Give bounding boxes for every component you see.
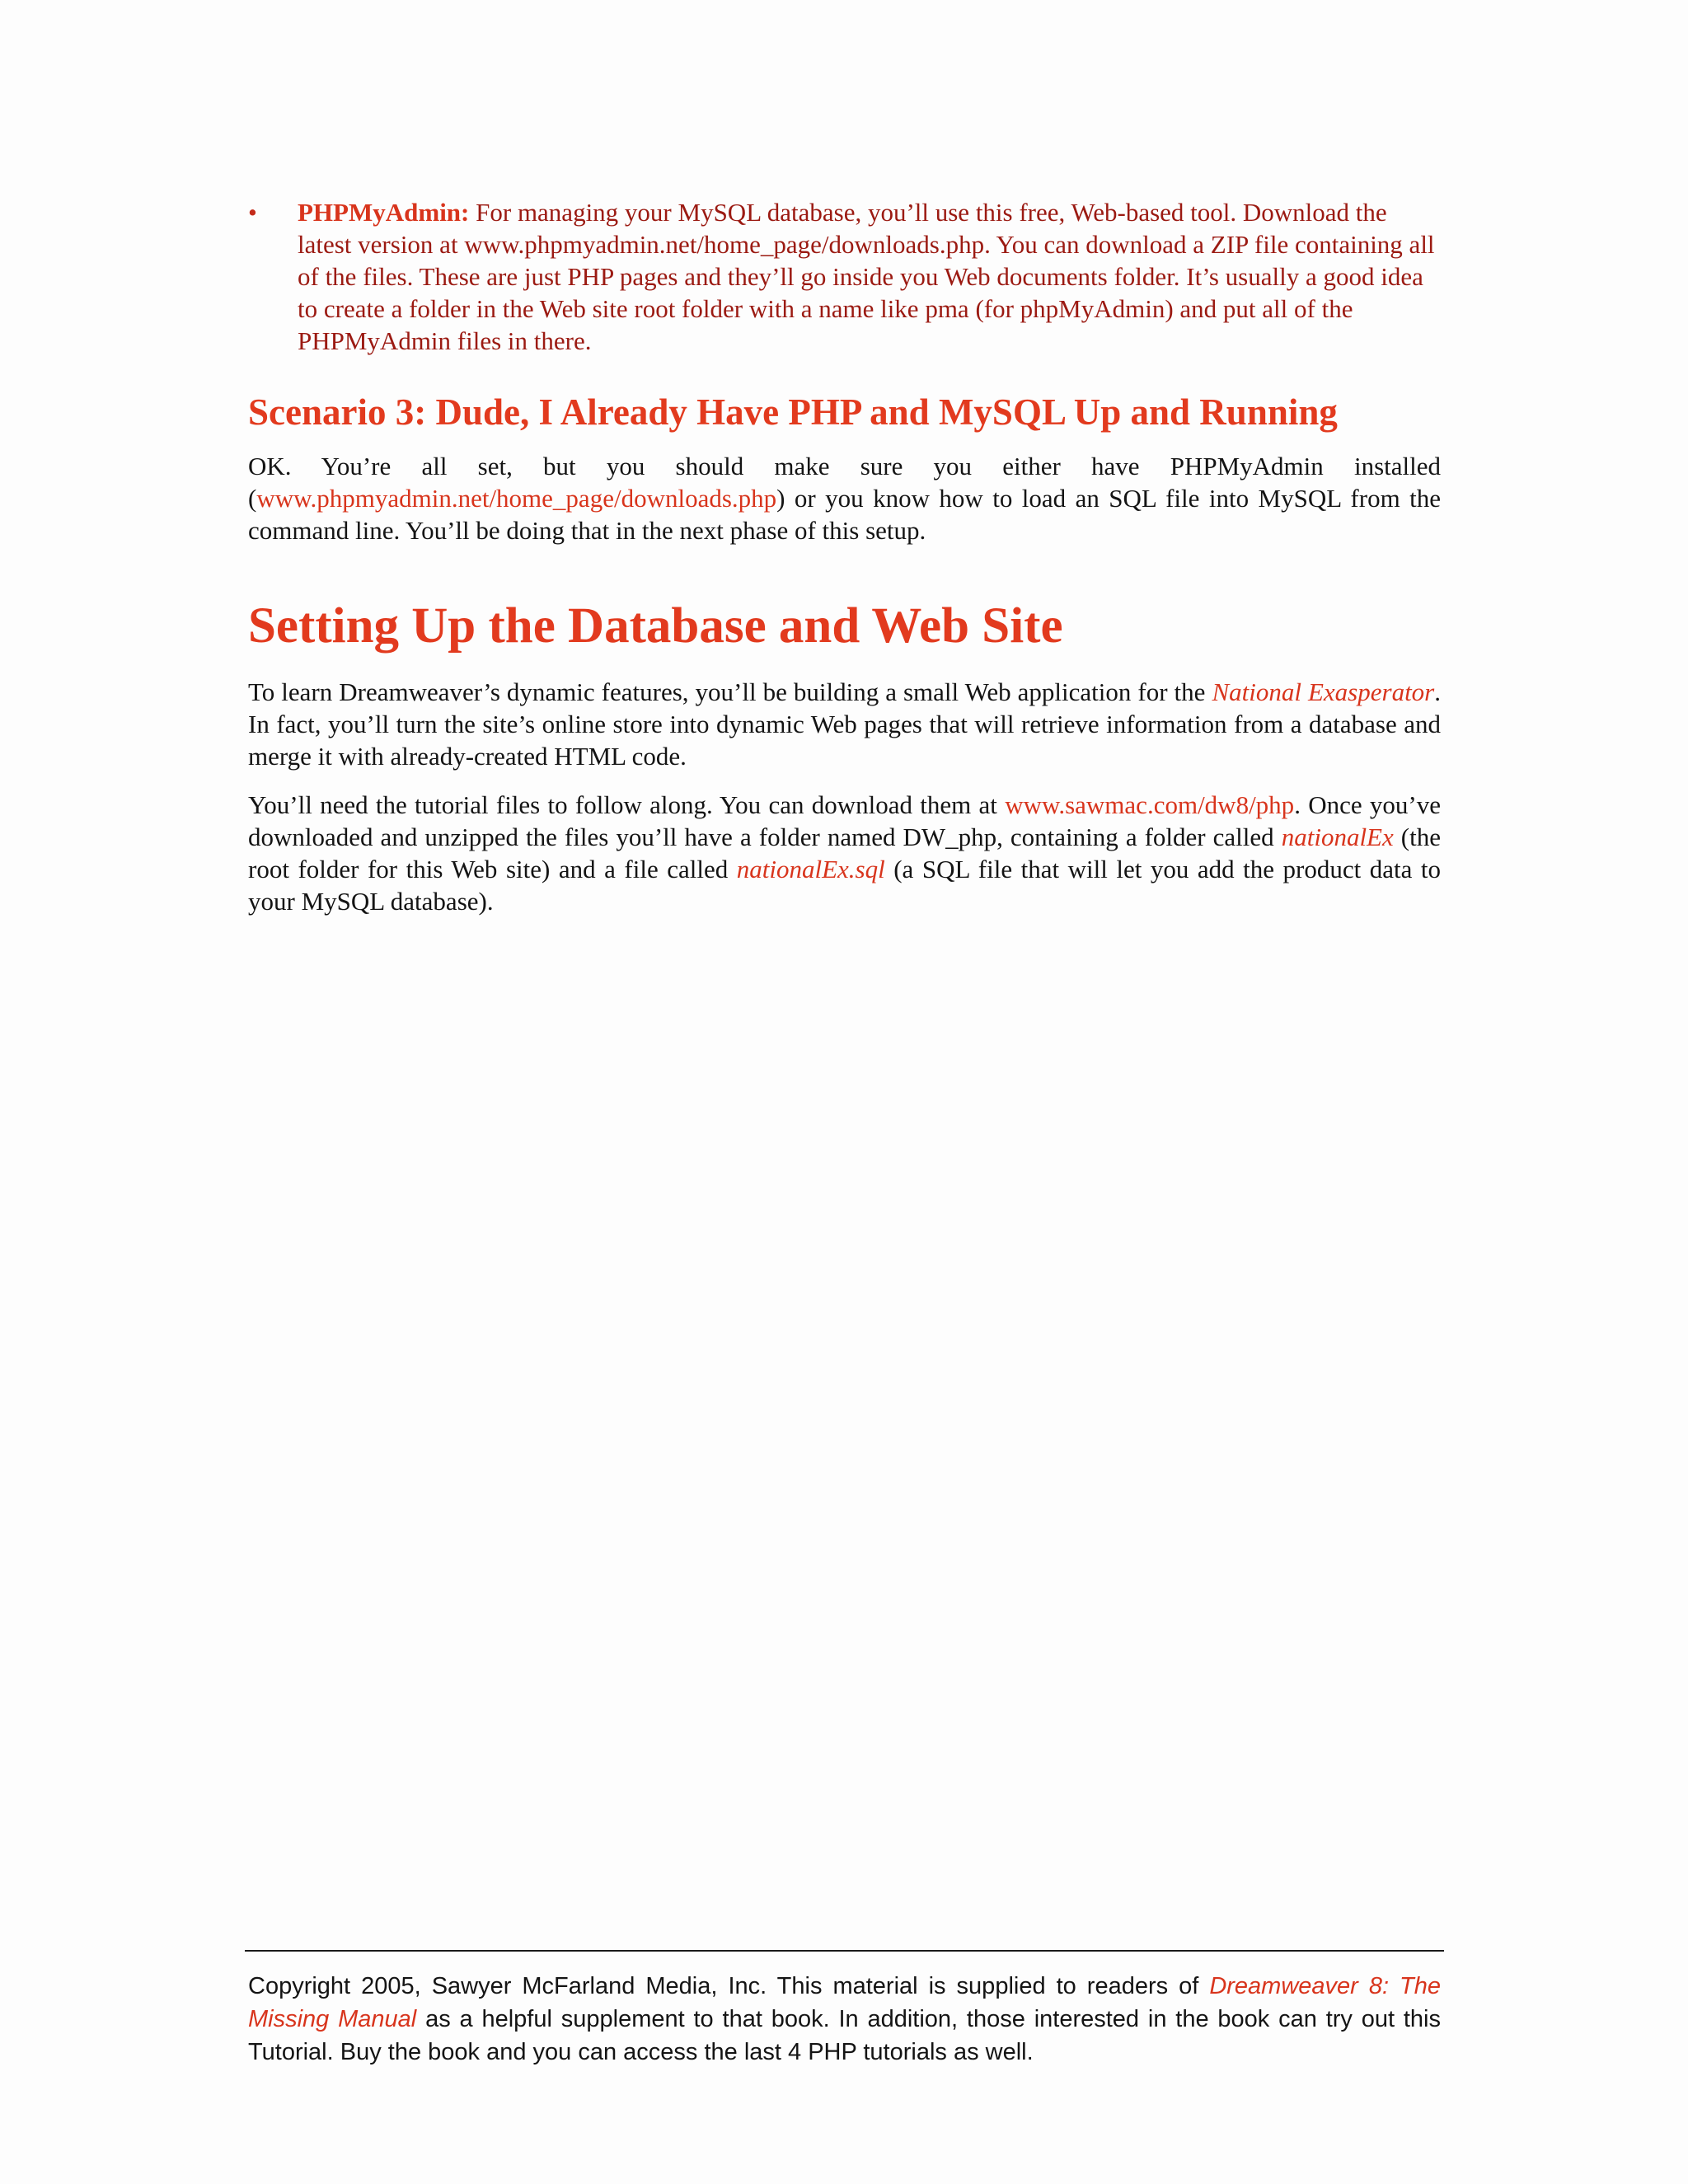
footer-text: Copyright 2005, Sawyer McFarland Media, Inc. This material is supplied to readers of (248, 1973, 1210, 1999)
paragraph-text: (the root folder for this Web site) and a file called (248, 823, 1441, 883)
bullet-text-part: For managing your MySQL database, you’ll use this free, Web-based tool. Download the latest version at (298, 198, 1387, 259)
bullet-text (298, 196, 1441, 357)
scenario-3-paragraph (248, 450, 1441, 546)
footer-text: as a helpful supplement to that book. In addition, those interested in the book can try out this Tutorial. Buy the book and you can access the last 4 PHP tutorials as well. (248, 2006, 1441, 2065)
scenario-3-heading: Scenario 3: Dude, I Already Have PHP and MySQL Up and Running (248, 391, 1338, 433)
footer-divider (245, 1950, 1444, 1952)
national-exasperator-title: National Exasperator (1212, 677, 1435, 706)
bullet-icon: • (248, 198, 257, 227)
paragraph-text: . In fact, you’ll turn the site’s online store into dynamic Web pages that will retrieve information from a database and merge it with already-created HTML code. (248, 677, 1441, 771)
phpmyadmin-link[interactable]: www.phpmyadmin.net/home_page/downloads.php (256, 484, 777, 513)
paragraph-text: OK. You’re all set, but you should make sure you either have PHPMyAdmin installed ( (248, 452, 1441, 513)
paragraph-text: To learn Dreamweaver’s dynamic features, you’ll be building a small Web application for the (248, 677, 1212, 706)
nationalex-sql-file-name: nationalEx.sql (736, 855, 885, 883)
sawmac-download-link[interactable]: www.sawmac.com/dw8/php (1005, 790, 1295, 819)
paragraph-text: (a SQL file that will let you add the product data to your MySQL database). (248, 855, 1441, 916)
paragraph-text: You’ll need the tutorial files to follow along. You can download them at (248, 790, 1006, 819)
intro-paragraph (248, 676, 1441, 772)
paragraph-text: . Once you’ve downloaded and unzipped the files you’ll have a folder named DW_php, containing a folder called (248, 790, 1441, 851)
bullet-item-phpmyadmin (248, 196, 1441, 357)
footer-copyright (248, 1970, 1441, 2069)
section-heading: Setting Up the Database and Web Site (248, 598, 1063, 654)
tutorial-files-paragraph (248, 789, 1441, 917)
bullet-term: PHPMyAdmin: (298, 198, 470, 227)
book-title: Dreamweaver 8: The Missing Manual (248, 1973, 1441, 2032)
phpmyadmin-download-link[interactable]: www.phpmyadmin.net/home_page/downloads.php (464, 230, 985, 259)
bullet-text-part: . You can download a ZIP file containing all of the files. These are just PHP pages and they’ll go inside you Web documents folder. It’s usually a good idea to create a folder in the Web site root folder with a name like pma (for phpMyAdmin) and put all of the PHPMyAdmin files in there. (298, 230, 1435, 355)
nationalex-folder-name: nationalEx (1281, 823, 1394, 851)
paragraph-text: ) or you know how to load an SQL file into MySQL from the command line. You’ll be doing that in the next phase of this setup. (248, 484, 1441, 545)
